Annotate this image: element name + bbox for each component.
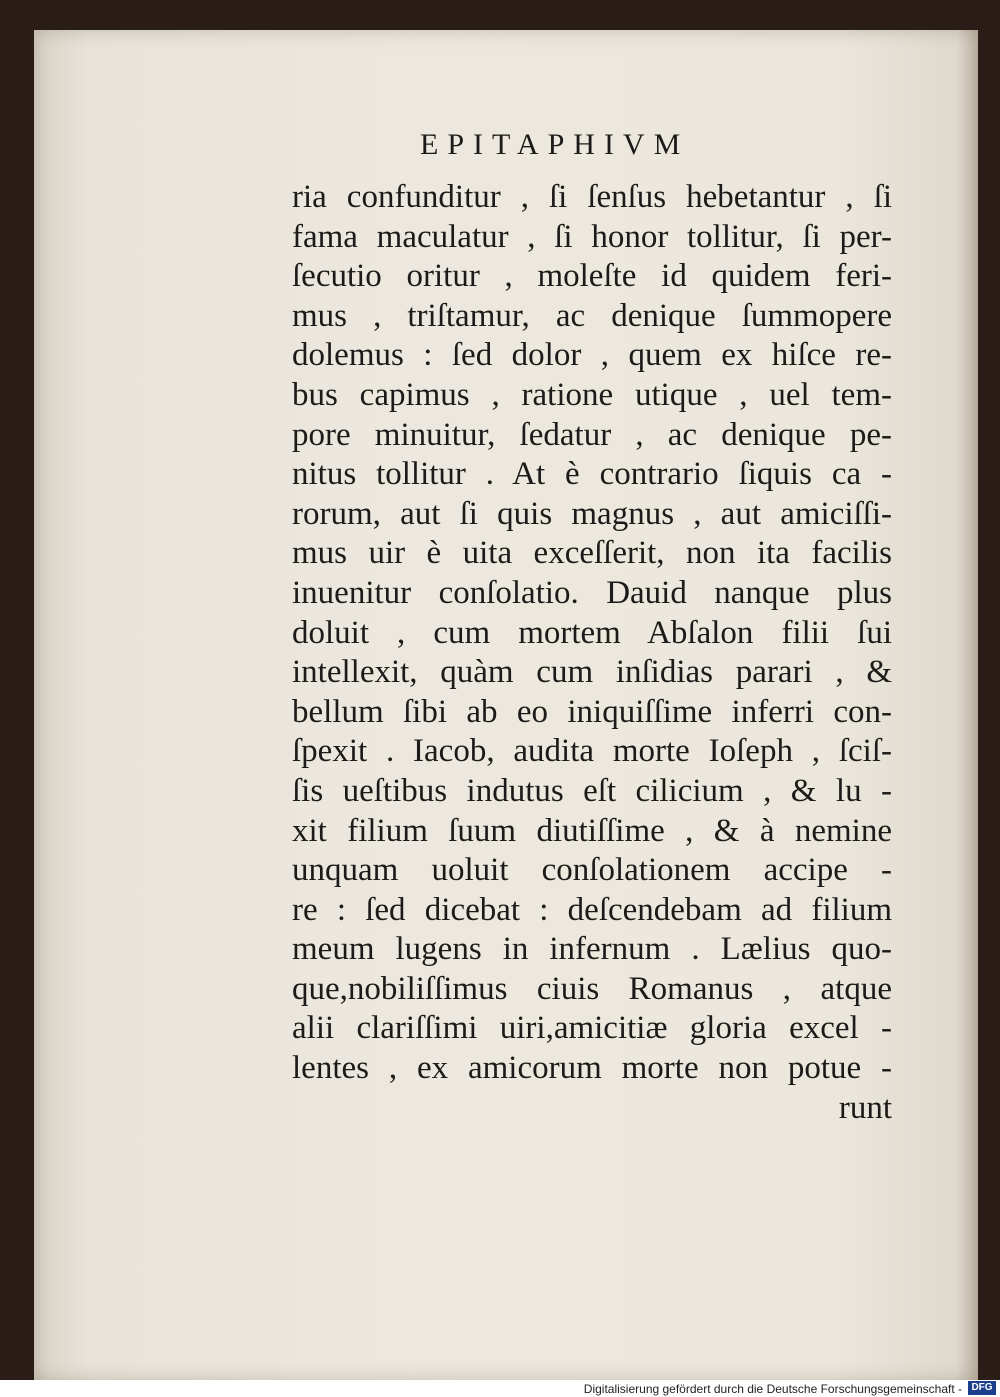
text-line: que,nobiliſſimus ciuis Romanus , atque xyxy=(292,970,892,1007)
text-line: ria confunditur , ſi ſenſus hebetantur , ſi xyxy=(292,179,892,215)
text-line: rorum, aut ſi quis magnus , aut amiciſſi- xyxy=(292,495,892,532)
body-text xyxy=(292,178,892,1128)
text-line: xit filium ſuum diutiſſime , & à nemine xyxy=(292,812,892,849)
text-line: alii clariſſimi uiri,amicitiæ gloria excel - xyxy=(292,1010,892,1047)
footer-credit: Digitalisierung gefördert durch die Deutsche Forschungsgemeinschaft - xyxy=(583,1382,962,1396)
catchword: runt xyxy=(838,1089,892,1126)
page-edge-shadow xyxy=(956,30,978,1380)
text-line: dolemus : ſed dolor , quem ex hiſce re- xyxy=(292,337,892,374)
text-line: mus uir è uita exceſſerit, non ita facilis xyxy=(292,535,892,572)
text-line: doluit , cum mortem Abſalon filii ſui xyxy=(292,614,892,651)
text-line: ſis ueſtibus indutus eſt cilicium , & lu - xyxy=(292,772,892,809)
text-line: nitus tollitur . At è contrario ſiquis ca - xyxy=(292,456,892,493)
text-line: intellexit, quàm cum inſidias parari , & xyxy=(292,654,892,691)
text-line: ſecutio oritur , moleſte id quidem feri- xyxy=(292,258,892,295)
dfg-logo-icon: DFG xyxy=(968,1381,996,1395)
text-line: meum lugens in infernum . Lælius quo- xyxy=(292,931,892,968)
text-line: fama maculatur , ſi honor tollitur, ſi per- xyxy=(292,218,892,255)
running-head: EPITAPHIVM xyxy=(420,128,690,161)
text-line: mus , triſtamur, ac denique ſummopere xyxy=(292,297,892,334)
text-line: ſpexit . Iacob, audita morte Ioſeph , ſciſ- xyxy=(292,733,892,770)
text-line: lentes , ex amicorum morte non potue - xyxy=(292,1050,892,1087)
text-line: pore minuitur, ſedatur , ac denique pe- xyxy=(292,416,892,453)
text-line: unquam uoluit conſolationem accipe - xyxy=(292,852,892,889)
text-line: bellum ſibi ab eo iniquiſſime inferri con- xyxy=(292,693,892,730)
text-line: inuenitur conſolatio. Dauid nanque plus xyxy=(292,574,892,611)
text-line: bus capimus , ratione utique , uel tem- xyxy=(292,376,892,413)
text-line: re : ſed dicebat : deſcendebam ad filium xyxy=(292,891,892,928)
